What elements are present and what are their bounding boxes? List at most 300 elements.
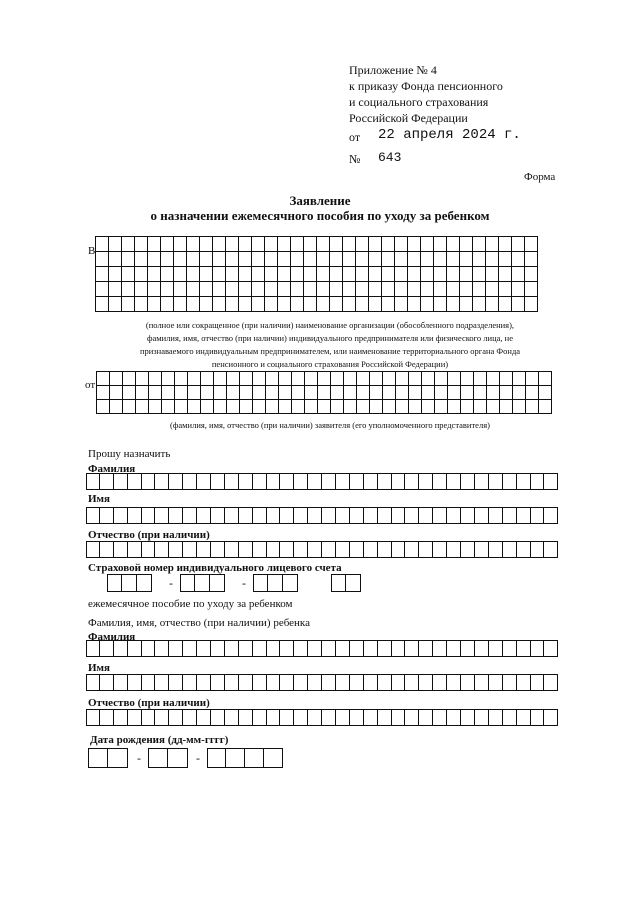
grid-cell[interactable] [330,267,343,282]
char-cell[interactable] [211,507,225,524]
grid-cell[interactable] [240,372,253,386]
grid-cell[interactable] [122,237,135,252]
char-cell[interactable] [322,674,336,691]
grid-cell[interactable] [123,386,136,400]
grid-cell[interactable] [434,237,447,252]
grid-cell[interactable] [357,372,370,386]
char-cell[interactable] [392,507,406,524]
grid-cell[interactable] [473,267,486,282]
char-cell[interactable] [461,541,475,558]
char-cell[interactable] [503,541,517,558]
grid-cell[interactable] [409,400,422,414]
grid-cell[interactable] [174,267,187,282]
grid-cell[interactable] [382,267,395,282]
char-cell[interactable] [280,674,294,691]
grid-cell[interactable] [473,282,486,297]
grid-cell[interactable] [370,400,383,414]
char-cell[interactable] [503,640,517,657]
grid-cell[interactable] [447,252,460,267]
grid-cell[interactable] [187,252,200,267]
grid-cell[interactable] [474,386,487,400]
char-cell[interactable] [405,674,419,691]
grid-cell[interactable] [161,282,174,297]
grid-cell[interactable] [292,386,305,400]
grid-cell[interactable] [460,252,473,267]
grid-cell[interactable] [214,386,227,400]
grid-cell[interactable] [409,386,422,400]
grid-cell[interactable] [97,400,110,414]
char-cell[interactable] [197,674,211,691]
grid-cell[interactable] [252,267,265,282]
char-cell[interactable] [405,473,419,490]
grid-cell[interactable] [148,282,161,297]
char-cell[interactable] [350,541,364,558]
char-cell[interactable] [378,709,392,726]
char-cell[interactable] [531,541,545,558]
char-cell[interactable] [489,507,503,524]
grid-cell[interactable] [526,372,539,386]
grid-cell[interactable] [396,372,409,386]
child-surname-cells[interactable] [86,640,558,657]
grid-cell[interactable] [279,386,292,400]
grid-cell[interactable] [421,252,434,267]
char-cell[interactable] [308,674,322,691]
grid-cell[interactable] [239,282,252,297]
char-cell[interactable] [183,674,197,691]
grid-cell[interactable] [266,400,279,414]
grid-cell[interactable] [265,297,278,312]
grid-cell[interactable] [422,372,435,386]
char-cell[interactable] [433,541,447,558]
grid-cell[interactable] [214,400,227,414]
char-cell[interactable] [183,541,197,558]
grid-cell[interactable] [291,282,304,297]
char-cell[interactable] [346,574,361,592]
grid-cell[interactable] [149,372,162,386]
char-cell[interactable] [86,674,100,691]
char-cell[interactable] [128,541,142,558]
grid-cell[interactable] [499,267,512,282]
grid-cell[interactable] [122,267,135,282]
char-cell[interactable] [517,640,531,657]
char-cell[interactable] [517,507,531,524]
grid-cell[interactable] [421,267,434,282]
char-cell[interactable] [253,674,267,691]
char-cell[interactable] [180,574,195,592]
grid-cell[interactable] [136,386,149,400]
grid-cell[interactable] [135,252,148,267]
char-cell[interactable] [114,507,128,524]
grid-cell[interactable] [305,386,318,400]
grid-cell[interactable] [486,297,499,312]
char-cell[interactable] [169,640,183,657]
char-cell[interactable] [142,640,156,657]
grid-cell[interactable] [96,267,109,282]
char-cell[interactable] [128,640,142,657]
char-cell[interactable] [503,709,517,726]
grid-cell[interactable] [122,252,135,267]
char-cell[interactable] [433,507,447,524]
grid-cell[interactable] [239,267,252,282]
char-cell[interactable] [267,541,281,558]
grid-cell[interactable] [227,386,240,400]
char-cell[interactable] [308,473,322,490]
grid-cell[interactable] [96,297,109,312]
char-cell[interactable] [197,507,211,524]
grid-cell[interactable] [330,252,343,267]
grid-cell[interactable] [343,237,356,252]
grid-cell[interactable] [252,237,265,252]
grid-cell[interactable] [525,297,538,312]
char-cell[interactable] [544,541,558,558]
char-cell[interactable] [195,574,210,592]
char-cell[interactable] [155,640,169,657]
grid-cell[interactable] [265,282,278,297]
char-cell[interactable] [107,574,122,592]
grid-cell[interactable] [317,282,330,297]
grid-cell[interactable] [447,282,460,297]
grid-cell[interactable] [434,267,447,282]
char-cell[interactable] [517,674,531,691]
char-cell[interactable] [308,640,322,657]
char-cell[interactable] [86,541,100,558]
grid-cell[interactable] [330,282,343,297]
grid-cell[interactable] [200,252,213,267]
grid-cell[interactable] [174,252,187,267]
grid-cell[interactable] [239,252,252,267]
char-cell[interactable] [378,640,392,657]
char-cell[interactable] [419,709,433,726]
char-cell[interactable] [322,541,336,558]
grid-cell[interactable] [499,297,512,312]
grid-cell[interactable] [330,297,343,312]
char-cell[interactable] [128,507,142,524]
grid-cell[interactable] [226,297,239,312]
grid-cell[interactable] [317,267,330,282]
grid-cell[interactable] [240,400,253,414]
grid-cell[interactable] [461,386,474,400]
grid-cell[interactable] [486,237,499,252]
char-cell[interactable] [128,674,142,691]
char-cell[interactable] [245,748,264,768]
grid-cell[interactable] [344,386,357,400]
char-cell[interactable] [405,640,419,657]
grid-cell[interactable] [201,400,214,414]
grid-cell[interactable] [239,297,252,312]
grid-cell[interactable] [525,252,538,267]
grid-cell[interactable] [214,372,227,386]
char-cell[interactable] [489,541,503,558]
grid-cell[interactable] [109,282,122,297]
grid-cell[interactable] [512,267,525,282]
grid-cell[interactable] [408,282,421,297]
grid-cell[interactable] [408,297,421,312]
grid-cell[interactable] [148,237,161,252]
grid-cell[interactable] [396,400,409,414]
char-cell[interactable] [419,541,433,558]
grid-cell[interactable] [512,282,525,297]
char-cell[interactable] [419,473,433,490]
char-cell[interactable] [531,640,545,657]
grid-cell[interactable] [408,237,421,252]
grid-cell[interactable] [525,267,538,282]
grid-cell[interactable] [174,297,187,312]
char-cell[interactable] [155,507,169,524]
char-cell[interactable] [419,507,433,524]
char-cell[interactable] [280,709,294,726]
grid-cell[interactable] [110,386,123,400]
char-cell[interactable] [322,640,336,657]
grid-cell[interactable] [162,372,175,386]
grid-cell[interactable] [188,372,201,386]
grid-cell[interactable] [109,297,122,312]
char-cell[interactable] [211,473,225,490]
grid-cell[interactable] [265,267,278,282]
char-cell[interactable] [447,541,461,558]
grid-cell[interactable] [279,372,292,386]
char-cell[interactable] [350,473,364,490]
char-cell[interactable] [148,748,168,768]
char-cell[interactable] [108,748,128,768]
grid-cell[interactable] [434,282,447,297]
char-cell[interactable] [461,640,475,657]
grid-cell[interactable] [448,372,461,386]
char-cell[interactable] [142,674,156,691]
grid-cell[interactable] [474,372,487,386]
char-cell[interactable] [336,473,350,490]
grid-cell[interactable] [486,252,499,267]
char-cell[interactable] [142,541,156,558]
char-cell[interactable] [336,674,350,691]
char-cell[interactable] [475,709,489,726]
char-cell[interactable] [489,674,503,691]
char-cell[interactable] [239,640,253,657]
char-cell[interactable] [239,473,253,490]
grid-cell[interactable] [383,386,396,400]
grid-cell[interactable] [135,297,148,312]
grid-cell[interactable] [474,400,487,414]
char-cell[interactable] [239,541,253,558]
snils-part-1[interactable] [107,574,152,592]
grid-cell[interactable] [395,282,408,297]
grid-cell[interactable] [148,252,161,267]
snils-part-2[interactable] [180,574,225,592]
char-cell[interactable] [137,574,152,592]
grid-cell[interactable] [227,400,240,414]
char-cell[interactable] [433,640,447,657]
char-cell[interactable] [405,507,419,524]
grid-cell[interactable] [344,372,357,386]
grid-cell[interactable] [448,386,461,400]
grid-cell[interactable] [304,252,317,267]
grid-cell[interactable] [369,297,382,312]
char-cell[interactable] [364,709,378,726]
char-cell[interactable] [419,640,433,657]
char-cell[interactable] [210,574,225,592]
grid-cell[interactable] [149,386,162,400]
char-cell[interactable] [211,541,225,558]
grid-cell[interactable] [513,400,526,414]
grid-cell[interactable] [435,386,448,400]
char-cell[interactable] [433,674,447,691]
grid-cell[interactable] [512,252,525,267]
char-cell[interactable] [419,674,433,691]
grid-cell[interactable] [461,372,474,386]
grid-cell[interactable] [96,237,109,252]
grid-cell[interactable] [382,237,395,252]
char-cell[interactable] [392,541,406,558]
char-cell[interactable] [155,541,169,558]
grid-cell[interactable] [239,237,252,252]
grid-cell[interactable] [382,252,395,267]
char-cell[interactable] [100,674,114,691]
char-cell[interactable] [503,507,517,524]
char-cell[interactable] [142,709,156,726]
child-name-cells[interactable] [86,674,558,691]
grid-cell[interactable] [201,386,214,400]
char-cell[interactable] [461,473,475,490]
char-cell[interactable] [225,674,239,691]
grid-cell[interactable] [110,372,123,386]
grid-cell[interactable] [200,282,213,297]
grid-cell[interactable] [330,237,343,252]
char-cell[interactable] [308,709,322,726]
char-cell[interactable] [489,709,503,726]
char-cell[interactable] [531,507,545,524]
grid-cell[interactable] [369,237,382,252]
grid-cell[interactable] [148,297,161,312]
char-cell[interactable] [280,640,294,657]
patronymic-cells[interactable] [86,541,558,558]
grid-cell[interactable] [304,282,317,297]
grid-cell[interactable] [356,237,369,252]
char-cell[interactable] [197,709,211,726]
char-cell[interactable] [447,674,461,691]
grid-cell[interactable] [382,282,395,297]
grid-cell[interactable] [447,297,460,312]
grid-cell[interactable] [226,252,239,267]
grid-cell[interactable] [513,386,526,400]
grid-cell[interactable] [174,282,187,297]
grid-cell[interactable] [187,267,200,282]
snils-part-3[interactable] [253,574,298,592]
char-cell[interactable] [433,709,447,726]
char-cell[interactable] [155,709,169,726]
grid-cell[interactable] [500,386,513,400]
grid-cell[interactable] [447,267,460,282]
char-cell[interactable] [364,473,378,490]
grid-cell[interactable] [461,400,474,414]
grid-cell[interactable] [526,386,539,400]
char-cell[interactable] [544,709,558,726]
char-cell[interactable] [517,709,531,726]
char-cell[interactable] [239,507,253,524]
grid-cell[interactable] [409,372,422,386]
grid-cell[interactable] [305,400,318,414]
grid-cell[interactable] [382,297,395,312]
char-cell[interactable] [364,674,378,691]
grid-cell[interactable] [161,267,174,282]
grid-cell[interactable] [434,297,447,312]
char-cell[interactable] [86,709,100,726]
grid-cell[interactable] [539,386,552,400]
grid-cell[interactable] [175,372,188,386]
grid-cell[interactable] [499,237,512,252]
grid-cell[interactable] [487,386,500,400]
grid-cell[interactable] [396,386,409,400]
grid-cell[interactable] [317,237,330,252]
grid-cell[interactable] [188,386,201,400]
char-cell[interactable] [268,574,283,592]
char-cell[interactable] [169,541,183,558]
grid-cell[interactable] [96,282,109,297]
grid-cell[interactable] [123,400,136,414]
name-cells[interactable] [86,507,558,524]
grid-cell[interactable] [460,267,473,282]
grid-cell[interactable] [525,237,538,252]
char-cell[interactable] [128,473,142,490]
char-cell[interactable] [364,640,378,657]
grid-cell[interactable] [500,372,513,386]
char-cell[interactable] [308,541,322,558]
grid-cell[interactable] [265,237,278,252]
char-cell[interactable] [253,473,267,490]
grid-cell[interactable] [187,297,200,312]
char-cell[interactable] [544,640,558,657]
char-cell[interactable] [280,473,294,490]
grid-cell[interactable] [513,372,526,386]
grid-cell[interactable] [201,372,214,386]
grid-cell[interactable] [187,282,200,297]
grid-cell[interactable] [460,282,473,297]
char-cell[interactable] [378,473,392,490]
grid-cell[interactable] [487,372,500,386]
char-cell[interactable] [503,674,517,691]
grid-cell[interactable] [356,267,369,282]
grid-cell[interactable] [278,282,291,297]
char-cell[interactable] [183,507,197,524]
grid-cell[interactable] [331,386,344,400]
grid-cell[interactable] [486,282,499,297]
grid-cell[interactable] [317,252,330,267]
grid-cell[interactable] [343,282,356,297]
grid-cell[interactable] [473,237,486,252]
char-cell[interactable] [489,473,503,490]
grid-cell[interactable] [317,297,330,312]
char-cell[interactable] [489,640,503,657]
grid-cell[interactable] [161,297,174,312]
grid-cell[interactable] [109,237,122,252]
char-cell[interactable] [517,473,531,490]
char-cell[interactable] [544,507,558,524]
grid-cell[interactable] [240,386,253,400]
char-cell[interactable] [392,473,406,490]
grid-cell[interactable] [252,252,265,267]
char-cell[interactable] [197,473,211,490]
grid-cell[interactable] [226,267,239,282]
char-cell[interactable] [86,640,100,657]
grid-cell[interactable] [226,237,239,252]
grid-cell[interactable] [135,282,148,297]
grid-cell[interactable] [279,400,292,414]
grid-cell[interactable] [356,252,369,267]
char-cell[interactable] [461,674,475,691]
char-cell[interactable] [128,709,142,726]
grid-cell[interactable] [383,400,396,414]
child-patronymic-cells[interactable] [86,709,558,726]
grid-cell[interactable] [473,297,486,312]
grid-cell[interactable] [187,237,200,252]
